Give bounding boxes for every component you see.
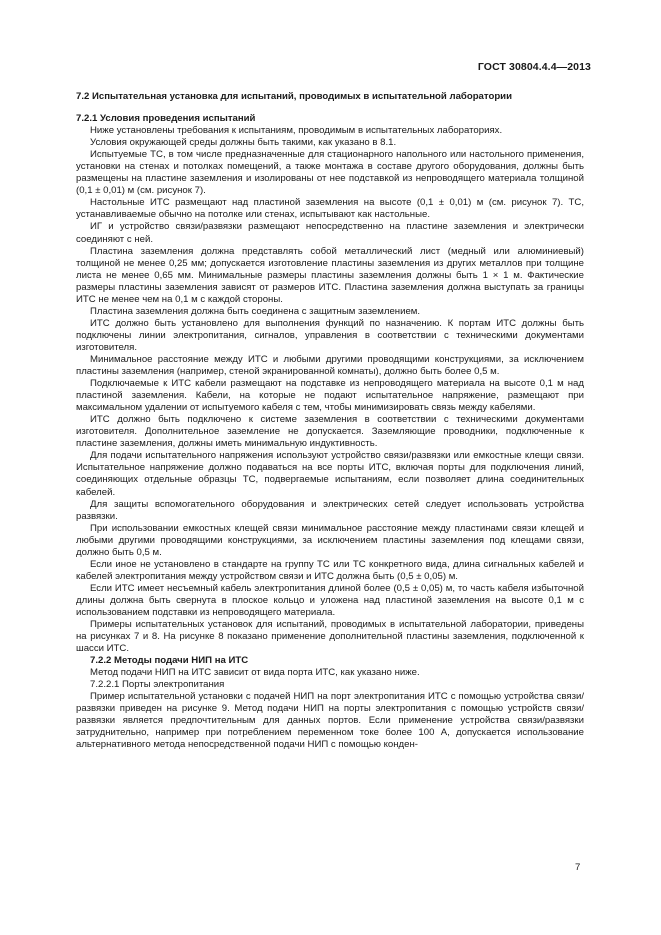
paragraph: Настольные ИТС размещают над пластиной заземления на высоте (0,1 ± 0,01) м (см. рисунок 7). ТС, устанавливаемые обычно на потолке или стенах, испытывают как настольные. (76, 197, 584, 221)
paragraph: Испытуемые ТС, в том числе предназначенные для стационарного напольного или настольного применения, установки на стенах и потолках помещений, а также монтажа в составе другого оборудования, должны быть размещены на пластине заземления и изолированы от нее подставкой из непроводящего материала толщиной (0,1 ± 0,01) м (см. рисунок 7). (76, 149, 584, 197)
page-content (76, 89, 584, 752)
paragraph: ИТС должно быть установлено для выполнения функций по назначению. К портам ИТС должны быть подключены линии электропитания, сигналов, управления в соответствии с техническими документами изготовителя. (76, 317, 584, 353)
paragraph: Условия окружающей среды должны быть такими, как указано в 8.1. (90, 137, 397, 149)
subsubsection-title-7-2-2-1: 7.2.2.1 Порты электропитания (90, 679, 225, 691)
subsection-title-7-2-2: 7.2.2 Методы подачи НИП на ИТС (90, 655, 249, 667)
paragraph: При использовании емкостных клещей связи минимальное расстояние между пластинами связи клещей и любыми другими проводящими конструкциями, за исключением пластины заземления под клещами связи, должно быть 0,5 м. (76, 522, 584, 558)
standard-header: ГОСТ 30804.4.4—2013 (477, 61, 591, 73)
paragraph: Для защиты вспомогательного оборудования и электрических сетей следует использовать устройства развязки. (76, 498, 584, 522)
paragraph: ИТС должно быть подключено к системе заземления в соответствии с техническими документами изготовителя. Дополнительное заземление не допускается. Заземляющие проводники, подключенные к пластине заземления, должны иметь минимальную индуктивность. (76, 414, 584, 450)
section-title: 7.2 Испытательная установка для испытаний, проводимых в испытательной лаборатории (76, 91, 512, 102)
page-number: 7 (575, 862, 581, 873)
subsection-title-7-2-1: 7.2.1 Условия проведения испытаний (76, 113, 256, 125)
paragraph: Подключаемые к ИТС кабели размещают на подставке из непроводящего материала на высоте 0,1 м над пластиной заземления. Кабели, на которые не подают испытательное напряжение, размещают при максимальном удалении от испытуемого кабеля с тем, чтобы минимизировать связь между кабелями. (76, 378, 584, 414)
paragraph: Если ИТС имеет несъемный кабель электропитания длиной более (0,5 ± 0,05) м, то часть кабеля избыточной длины должна быть свернута в плоское кольцо и уложена над пластиной заземления на высоте 0,1 м с использованием подставки из непроводящего материала. (76, 582, 584, 618)
paragraph: Примеры испытательных установок для испытаний, проводимых в испытательной лаборатории, приведены на рисунках 7 и 8. На рисунке 8 показано применение дополнительной пластины заземления, подключенной к шасси ИТС. (76, 619, 584, 655)
paragraph: Если иное не установлено в стандарте на группу ТС или ТС конкретного вида, длина сигнальных кабелей и кабелей электропитания между устройством связи и ИТС должна быть (0,5 ± 0,05) м. (76, 558, 584, 582)
paragraph: Пластина заземления должна быть соединена с защитным заземлением. (90, 305, 421, 317)
paragraph: Ниже установлены требования к испытаниям, проводимым в испытательных лабораториях. (90, 125, 503, 137)
paragraph: Для подачи испытательного напряжения используют устройство связи/развязки или емкостные клещи связи. Испытательное напряжение должно подаваться на все порты ИТС, включая порты для подключения линий, соединяющих отдельные образцы ТС, подвергаемые испытаниям, если позволяет длина соединительных кабелей. (76, 450, 584, 498)
paragraph: Метод подачи НИП на ИТС зависит от вида порта ИТС, как указано ниже. (90, 667, 420, 679)
paragraph: Минимальное расстояние между ИТС и любыми другими проводящими конструкциями, за исключением пластины заземления (например, стеной экранированной комнаты), должно быть более 0,5 м. (76, 353, 584, 378)
paragraph: Пластина заземления должна представлять собой металлический лист (медный или алюминиевый) толщиной не менее 0,25 мм; допускается изготовление пластины заземления из других металлов при толщине листа не менее 0,65 мм. Минимальные размеры пластины заземления должны быть 1 × 1 м. Фактические размеры пластины заземления зависят от размеров ИТС. Пластина заземления должна выступать за границы ИТС не менее чем на 0,1 м с каждой стороны. (76, 245, 584, 305)
paragraph: ИГ и устройство связи/развязки размещают непосредственно на пластине заземления и электрически соединяют с ней. (76, 221, 584, 245)
paragraph: Пример испытательной установки с подачей НИП на порт электропитания ИТС с помощью устройства связи/развязки приведен на рисунке 9. Метод подачи НИП на порты электропитания с помощью устройств связи/развязки является предпочтительным для данных портов. Если применение устройства связи/развязки затруднительно, например при потреблением переменном токе более 100 А, допускается использование альтернативного метода непосредственной подачи НИП с помощью конден- (76, 691, 584, 751)
